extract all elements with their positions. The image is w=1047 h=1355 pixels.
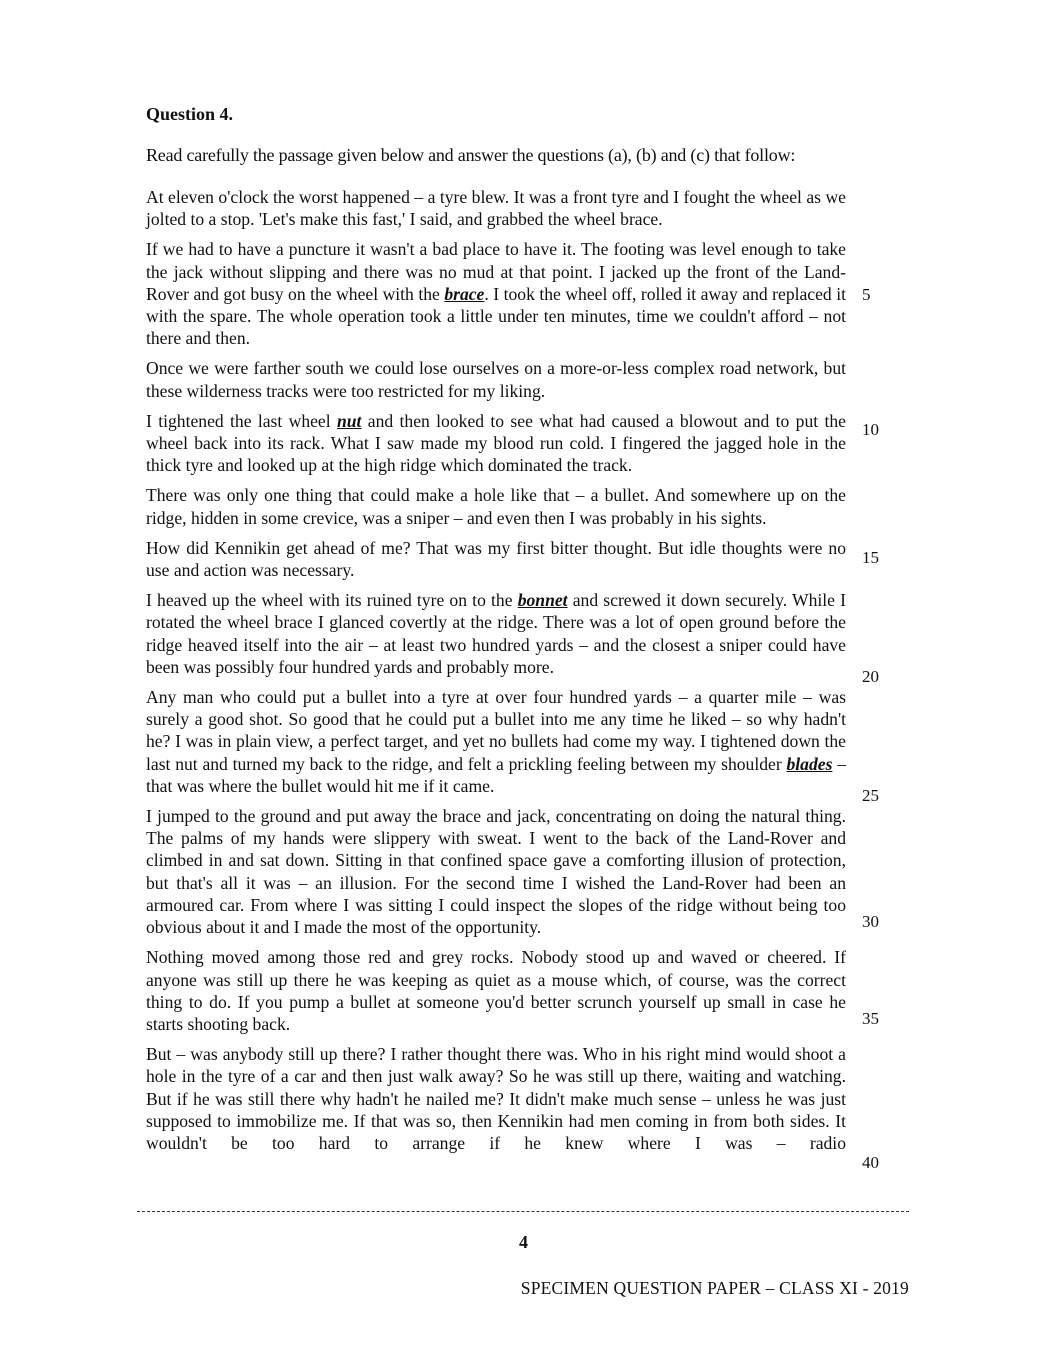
passage-paragraph [146, 946, 846, 1035]
paragraph-text: Nothing moved among those red and grey rocks. Nobody stood up and waved or cheered. If anyone was still up there he was keeping as quiet as a mouse which, of course, was the correct thing to do. If you pump a bullet at someone you'd better scrunch yourself up small in case he starts shooting back. [146, 947, 846, 1034]
line-number: 35 [862, 1009, 879, 1028]
page-footer: SPECIMEN QUESTION PAPER – CLASS XI - 2019 [520, 1278, 909, 1298]
passage [146, 186, 846, 1162]
paragraph-text: . I took the wheel off, rolled it away and replaced it with the spare. The whole operation took a little under ten minutes, time we couldn't afford – not there and then. [146, 283, 846, 349]
passage-paragraph [146, 484, 846, 528]
page-number: 4 [519, 1232, 528, 1252]
keyword: nut [336, 410, 362, 431]
keyword: brace [444, 283, 485, 304]
question-instruction: Read carefully the passage given below and answer the questions (a), (b) and (c) that follow: [146, 145, 796, 165]
line-number: 5 [862, 285, 871, 304]
passage-paragraph [146, 238, 846, 349]
paragraph-text: At eleven o'clock the worst happened – a tyre blew. It was a front tyre and I fought the wheel as we jolted to a stop. 'Let's make this fast,' I said, and grabbed the wheel brace. [146, 187, 846, 230]
passage-paragraph [146, 805, 846, 938]
passage-paragraph [146, 537, 846, 581]
paragraph-text: and screwed it down securely. While I rotated the wheel brace I glanced covertly at the ridge. There was a lot of open ground before the ridge heaved itself into the air – at least two hundred yards – and the closest a sniper could have been was possibly four hundred yards and probably more. [146, 590, 846, 677]
line-number: 40 [862, 1153, 879, 1172]
paragraph-text: – that was where the bullet would hit me if it came. [146, 753, 846, 796]
page-divider [137, 1211, 909, 1212]
line-number: 20 [862, 667, 879, 686]
keyword: bonnet [517, 590, 568, 611]
paragraph-text: There was only one thing that could make a hole like that – a bullet. And somewhere up on the ridge, hidden in some crevice, was a sniper – and even then I was probably in his sights. [146, 485, 846, 528]
line-number: 25 [862, 786, 879, 805]
passage-paragraph [146, 686, 846, 797]
line-number: 10 [862, 420, 879, 439]
passage-paragraph [146, 589, 846, 678]
paragraph-text: If we had to have a puncture it wasn't a bad place to have it. The footing was level enough to take the jack without slipping and there was no mud at that point. I jacked up the front of the Land-Rover and got busy on the wheel with the [146, 239, 846, 304]
line-number: 15 [862, 548, 879, 567]
paragraph-text: I tightened the last wheel [146, 410, 337, 431]
paragraph-text: I jumped to the ground and put away the brace and jack, concentrating on doing the natural thing. The palms of my hands were slippery with sweat. I went to the back of the Land-Rover and climbed in and sat down. Sitting in that confined space gave a comforting illusion of protection, but that's all it was – an illusion. For the second time I wished the Land-Rover had been an armoured car. From where I was sitting I could inspect the slopes of the ridge without being too obvious about it and I made the most of the opportunity. [146, 806, 846, 938]
line-number: 30 [862, 912, 879, 931]
paragraph-text: Once we were farther south we could lose ourselves on a more-or-less complex road network, but these wilderness tracks were too restricted for my liking. [146, 358, 846, 401]
paragraph-text: I heaved up the wheel with its ruined tyre on to the [146, 590, 518, 611]
paragraph-text: But – was anybody still up there? I rather thought there was. Who in his right mind would shoot a hole in the tyre of a car and then just walk away? So he was still up there, waiting and watching. But if he was still there why hadn't he nailed me? It didn't make much sense – unless he was just supposed to immobilize me. If that was so, then Kennikin had men coming in from both sides. It wouldn't be too hard to arrange if he knew where I was – radio [146, 1044, 846, 1153]
passage-paragraph [146, 410, 846, 477]
passage-paragraph [146, 186, 846, 230]
paragraph-text: How did Kennikin get ahead of me? That was my first bitter thought. But idle thoughts were no use and action was necessary. [146, 537, 846, 581]
paragraph-text: and then looked to see what had caused a blowout and to put the wheel back into its rack. What I saw made my blood run cold. I fingered the jagged hole in the thick tyre and looked up at the high ridge which dominated the track. [146, 410, 846, 476]
keyword: blades [786, 753, 833, 774]
passage-paragraph [146, 357, 846, 401]
passage-paragraph [146, 1043, 846, 1154]
paragraph-text: Any man who could put a bullet into a tyre at over four hundred yards – a quarter mile – was surely a good shot. So good that he could put a bullet into me any time he liked – so why hadn't he? I was in plain view, a perfect target, and yet no bullets had come my way. I tightened down the last nut and turned my back to the ridge, and felt a prickling feeling between my shoulder [146, 687, 846, 774]
question-title: Question 4. [146, 104, 234, 124]
